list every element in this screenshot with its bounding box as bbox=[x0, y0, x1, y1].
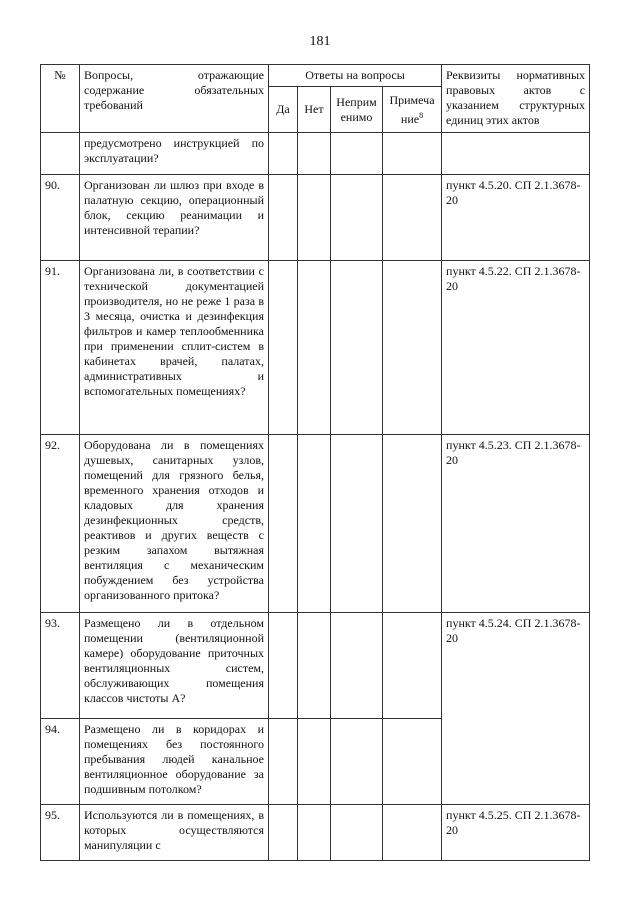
answer-not-applicable-cell[interactable] bbox=[331, 613, 383, 719]
answer-note-cell[interactable] bbox=[383, 613, 442, 719]
answer-no-cell[interactable] bbox=[298, 613, 331, 719]
header-no: Нет bbox=[298, 87, 331, 133]
answer-yes-cell[interactable] bbox=[269, 261, 298, 435]
header-num: № bbox=[41, 65, 80, 133]
answer-yes-cell[interactable] bbox=[269, 133, 298, 175]
answer-note-cell[interactable] bbox=[383, 133, 442, 175]
table-row bbox=[41, 133, 590, 175]
row-requisites: пункт 4.5.25. СП 2.1.3678-20 bbox=[442, 805, 590, 861]
table-row bbox=[41, 435, 590, 613]
row-number: 94. bbox=[41, 719, 80, 805]
row-number: 95. bbox=[41, 805, 80, 861]
row-number: 93. bbox=[41, 613, 80, 719]
answer-no-cell[interactable] bbox=[298, 805, 331, 861]
answer-note-cell[interactable] bbox=[383, 175, 442, 261]
table-row bbox=[41, 261, 590, 435]
answer-not-applicable-cell[interactable] bbox=[331, 805, 383, 861]
table-header-row bbox=[41, 65, 590, 87]
header-yes: Да bbox=[269, 87, 298, 133]
answer-no-cell[interactable] bbox=[298, 435, 331, 613]
answer-no-cell[interactable] bbox=[298, 261, 331, 435]
row-number bbox=[41, 133, 80, 175]
table-row bbox=[41, 175, 590, 261]
answer-not-applicable-cell[interactable] bbox=[331, 261, 383, 435]
table-row bbox=[41, 805, 590, 861]
answer-note-cell[interactable] bbox=[383, 719, 442, 805]
answer-no-cell[interactable] bbox=[298, 719, 331, 805]
row-question: Организован ли шлюз при входе в палатную секцию, операционный блок, секцию реанимации и интенсивной терапии? bbox=[80, 175, 269, 261]
answer-note-cell[interactable] bbox=[383, 261, 442, 435]
header-not-applicable: Неприм енимо bbox=[331, 87, 383, 133]
row-requisites: пункт 4.5.24. СП 2.1.3678-20 bbox=[442, 613, 590, 805]
table-row bbox=[41, 613, 590, 719]
row-requisites: пункт 4.5.23. СП 2.1.3678-20 bbox=[442, 435, 590, 613]
row-number: 90. bbox=[41, 175, 80, 261]
answer-not-applicable-cell[interactable] bbox=[331, 133, 383, 175]
header-answers: Ответы на вопросы bbox=[269, 65, 442, 87]
answer-yes-cell[interactable] bbox=[269, 719, 298, 805]
answer-note-cell[interactable] bbox=[383, 805, 442, 861]
row-question: предусмотрено инструкцией по эксплуатации? bbox=[80, 133, 269, 175]
row-question: Размещено ли в коридорах и помещениях без постоянного пребывания людей канальное вентиляционное оборудование за подшивным потолком? bbox=[80, 719, 269, 805]
page-number: 181 bbox=[309, 34, 331, 49]
header-requisites: Реквизиты нормативных правовых актов с указанием структурных единиц этих актов bbox=[442, 65, 590, 133]
answer-yes-cell[interactable] bbox=[269, 175, 298, 261]
answer-yes-cell[interactable] bbox=[269, 613, 298, 719]
answer-yes-cell[interactable] bbox=[269, 805, 298, 861]
row-number: 92. bbox=[41, 435, 80, 613]
row-question: Используются ли в помещениях, в которых осуществляются манипуляции с bbox=[80, 805, 269, 861]
row-question: Размещено ли в отдельном помещении (вентиляционной камере) оборудование приточных вентиляционных систем, обслуживающих помещения классов чистоты А? bbox=[80, 613, 269, 719]
row-requisites bbox=[442, 133, 590, 175]
answer-not-applicable-cell[interactable] bbox=[331, 719, 383, 805]
answer-not-applicable-cell[interactable] bbox=[331, 435, 383, 613]
answer-note-cell[interactable] bbox=[383, 435, 442, 613]
header-note: Примеча ние$^8$ bbox=[383, 87, 442, 133]
answer-no-cell[interactable] bbox=[298, 133, 331, 175]
row-question: Оборудована ли в помещениях душевых, санитарных узлов, помещений для грязного белья, временного хранения отходов и кладовых для хранения дезинфекционных средств, реактивов и других веществ с резким запахом вытяжная вентиляция с механическим побуждением без устройства организованного притока? bbox=[80, 435, 269, 613]
row-question: Организована ли, в соответствии с технической документацией производителя, но не реже 1 раза в 3 месяца, очистка и дезинфекция фильтров и камер теплообменника при применении сплит-систем в кабинетах врачей, палатах, административных и вспомогательных помещениях? bbox=[80, 261, 269, 435]
answer-yes-cell[interactable] bbox=[269, 435, 298, 613]
header-question: Вопросы, отражающие содержание обязательных требований bbox=[80, 65, 269, 133]
row-requisites: пункт 4.5.20. СП 2.1.3678-20 bbox=[442, 175, 590, 261]
row-number: 91. bbox=[41, 261, 80, 435]
answer-not-applicable-cell[interactable] bbox=[331, 175, 383, 261]
answer-no-cell[interactable] bbox=[298, 175, 331, 261]
checklist-table bbox=[40, 64, 590, 861]
row-requisites: пункт 4.5.22. СП 2.1.3678-20 bbox=[442, 261, 590, 435]
